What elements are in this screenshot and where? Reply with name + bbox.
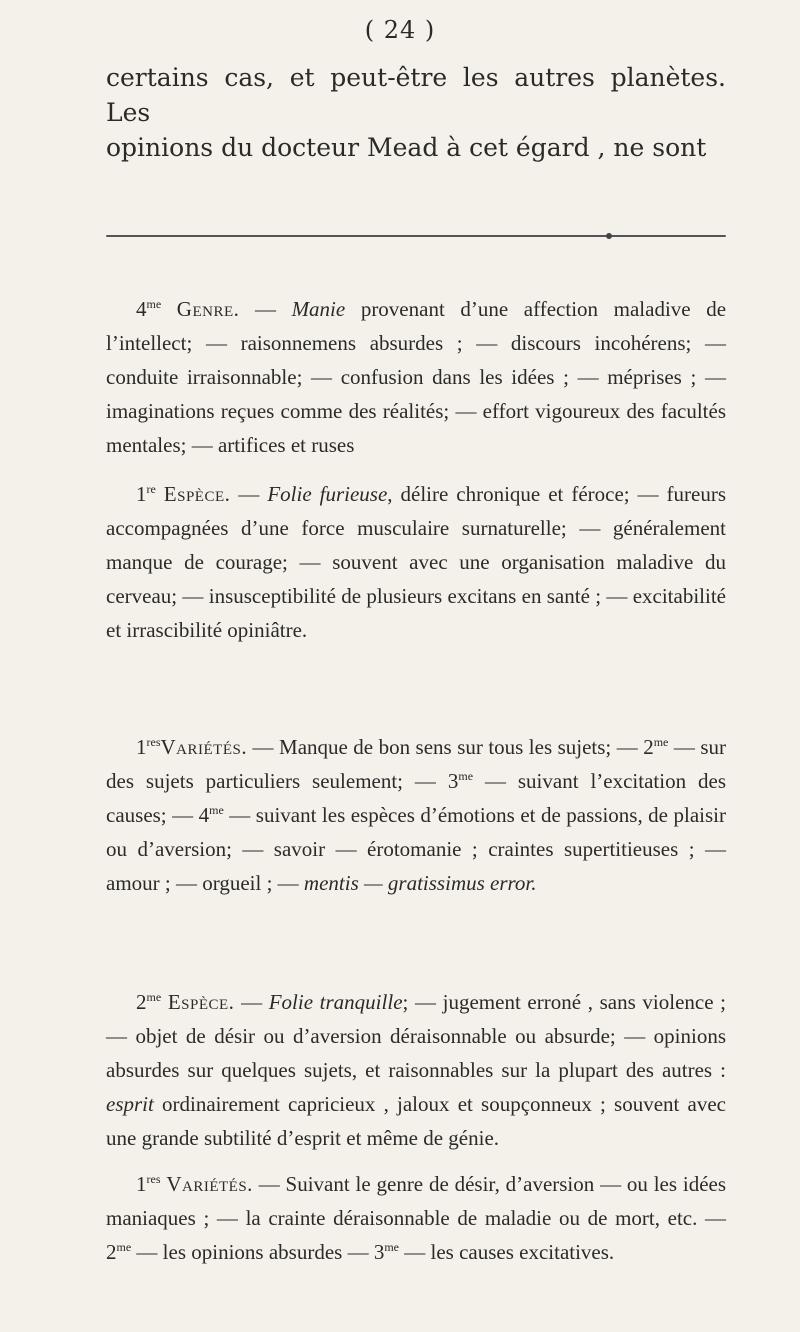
varietes2-sup-b: me xyxy=(116,1240,132,1254)
varietes1-sup-d: me xyxy=(209,803,224,817)
varietes2-sup-c: me xyxy=(384,1240,399,1254)
varietes1-sup-b: me xyxy=(653,735,669,749)
text-line: certains cas, et peut-être les autres planètes. Les xyxy=(106,63,726,127)
espece1-dash: — xyxy=(230,482,268,506)
varietes1-paragraph xyxy=(106,730,726,900)
varietes2-text-b: — les opinions absurdes — 3 xyxy=(131,1240,385,1264)
varietes1-number: 1 xyxy=(136,735,147,759)
continuation-text xyxy=(106,60,726,165)
varietes2-text-a: — Suivant le genre de désir, d’aversion — ou les idées maniaques ; — la crainte déraisonnable de maladie ou de mort, etc. — 2 xyxy=(106,1172,727,1264)
espece2-dash: — xyxy=(234,990,269,1014)
espece2-paragraph xyxy=(106,985,726,1155)
varietes1-number-suffix: res xyxy=(146,735,161,749)
varietes1-sup-c: me xyxy=(458,769,474,783)
genre-dash: — xyxy=(239,297,292,321)
varietes2-number: 1 xyxy=(136,1172,147,1196)
section-divider xyxy=(106,235,726,237)
espece2-esprit: esprit xyxy=(106,1092,154,1116)
espece1-paragraph xyxy=(106,477,726,647)
espece2-number-suffix: me xyxy=(146,990,162,1004)
varietes1-text-c: — suivant l’excitation des causes; — 4 xyxy=(106,769,726,827)
espece2-text2: ordinairement capricieux , jaloux et soupçonneux ; souvent avec une grande subtilité d’esprit et même de génie. xyxy=(106,1092,726,1150)
espece1-text: , délire chronique et féroce; — fureurs accompagnées d’une force musculaire surnaturelle; — généralement manque de courage; — souvent avec une organisation maladive du cerveau; — insusceptibilité de plusieurs excitans en santé ; — excitabilité et irrascibilité opiniâtre. xyxy=(106,482,727,642)
varietes1-text-b: — sur des sujets particuliers seulement; — 3 xyxy=(106,735,726,793)
genre-label: Genre. xyxy=(176,297,240,321)
page-number: ( 24 ) xyxy=(364,16,436,44)
text-line: opinions du docteur Mead à cet égard , ne sont xyxy=(106,133,707,162)
espece2-text: ; — jugement erroné , sans violence ; — objet de désir ou d’aversion déraisonnable ou absurde; — opinions absurdes sur quelques sujets, et raisonnables sur la plupart des autres : xyxy=(106,990,727,1082)
espece2-number: 2 xyxy=(136,990,147,1014)
genre-title: Manie xyxy=(291,297,346,321)
espece1-number-suffix: re xyxy=(146,482,156,496)
varietes1-text-a: — Manque de bon sens sur tous les sujets; — 2 xyxy=(247,735,654,759)
espece2-label: Espèce. xyxy=(167,990,235,1014)
varietes1-quote: mentis — gratissimus error. xyxy=(303,871,537,895)
genre-text: provenant d’une affection maladive de l’intellect; — raisonnemens absurdes ; — discours incohérens; — conduite irraisonnable; — confusion dans les idées ; — méprises ; — imaginations reçues comme des réalités; — effort vigoureux des facultés mentales; — artifices et ruses xyxy=(106,297,727,457)
espece1-label: Espèce. xyxy=(163,482,231,506)
espece1-title: Folie furieuse xyxy=(267,482,388,506)
varietes1-text-d: — suivant les espèces d’émotions et de passions, de plaisir ou d’aversion; — savoir — érotomanie ; craintes supertitieuses ; — amour ; — orgueil ; — xyxy=(106,803,726,895)
varietes1-label: Variétés. xyxy=(160,735,248,759)
espece1-number: 1 xyxy=(136,482,147,506)
genre-paragraph xyxy=(106,292,726,462)
varietes2-label: Variétés. xyxy=(166,1172,253,1196)
varietes2-number-suffix: res xyxy=(146,1172,161,1186)
varietes2-paragraph xyxy=(106,1167,726,1269)
genre-number-suffix: me xyxy=(146,297,162,311)
varietes2-text-c: — les causes excitatives. xyxy=(399,1240,615,1264)
genre-number: 4 xyxy=(136,297,147,321)
espece2-title: Folie tranquille xyxy=(268,990,403,1014)
